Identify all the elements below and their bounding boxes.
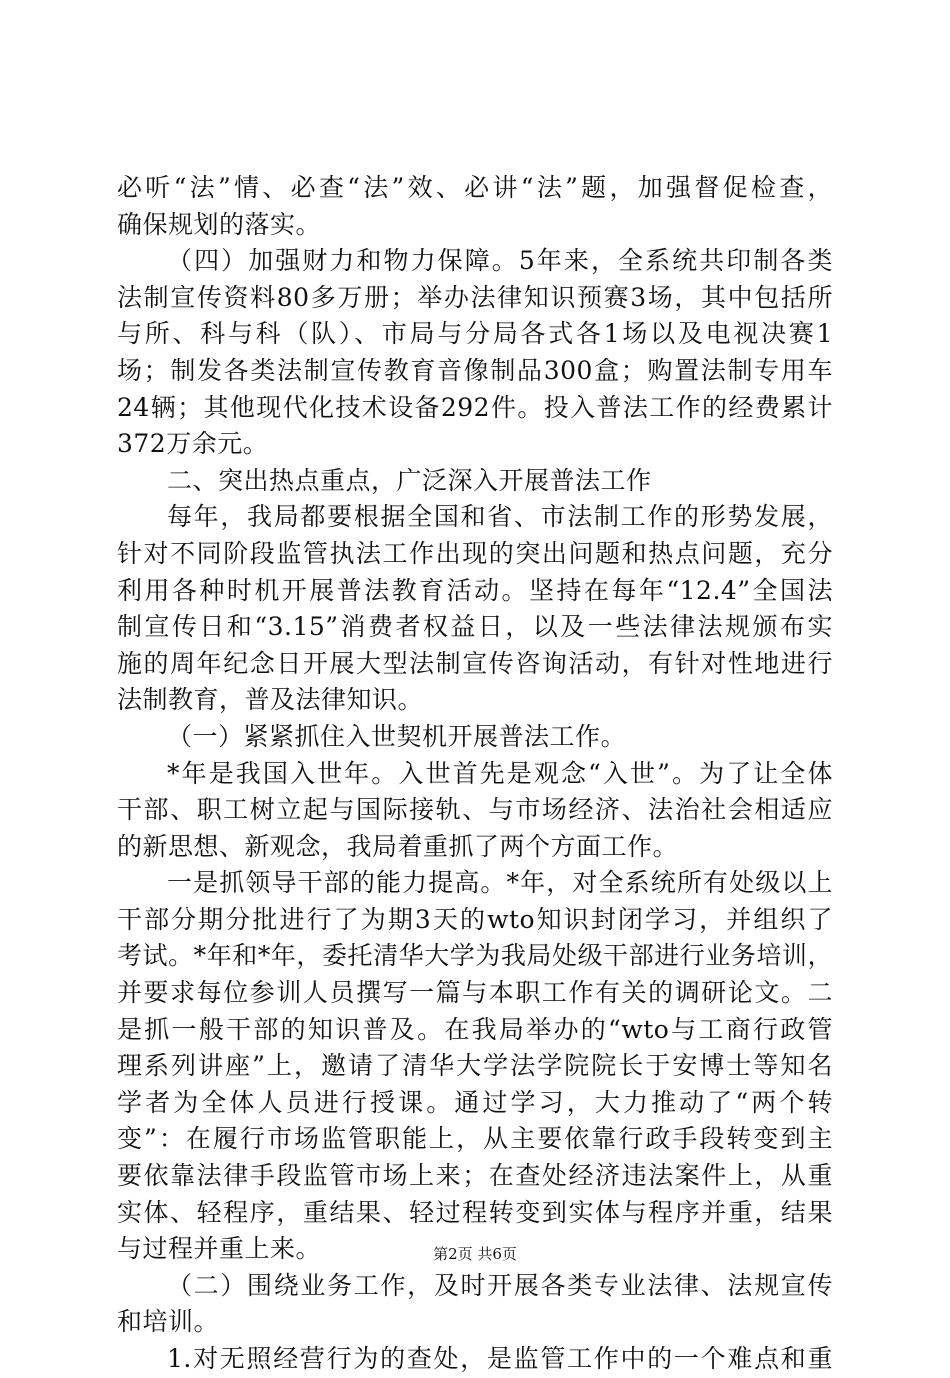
- text-line: *年是我国入世年。入世首先是观念“入世”。为了让全体: [167, 758, 833, 788]
- text-line: 确保规划的落实。: [117, 209, 322, 239]
- text-line: 与所、科与科（队）、市局与分局各式各1场以及电视决赛1: [117, 319, 833, 349]
- text-line: 的新思想、新观念，我局着重抓了两个方面工作。: [117, 831, 679, 861]
- text-line: 实体、轻程序，重结果、轻过程转变到实体与程序并重，结果: [117, 1197, 833, 1227]
- text-line: 考试。*年和*年，委托清华大学为我局处级干部进行业务培训，: [117, 941, 833, 971]
- text-line: 24辆；其他现代化技术设备292件。投入普法工作的经费累计: [117, 392, 833, 422]
- text-line: 干部分期分批进行了为期3天的wto知识封闭学习，并组织了: [117, 904, 833, 934]
- text-line: 一是抓领导干部的能力提高。*年，对全系统所有处级以上: [167, 868, 833, 898]
- page-footer: 第2页 共6页: [433, 1245, 517, 1263]
- text-line: 法制教育，普及法律知识。: [117, 685, 424, 715]
- document-body: [117, 170, 833, 1378]
- text-line: 每年，我局都要根据全国和省、市法制工作的形势发展，: [167, 502, 833, 532]
- text-line: 施的周年纪念日开展大型法制宣传咨询活动，有针对性地进行: [117, 648, 833, 678]
- text-line: 和培训。: [117, 1307, 220, 1337]
- text-line: 理系列讲座”上，邀请了清华大学法学院院长于安博士等知名: [117, 1051, 833, 1081]
- text-line: 法制宣传资料80多万册；举办法律知识预赛3场，其中包括所: [117, 282, 833, 312]
- text-line: （一）紧紧抓住入世契机开展普法工作。: [167, 721, 627, 751]
- text-line: 学者为全体人员进行授课。通过学习，大力推动了“两个转: [117, 1087, 833, 1117]
- text-line: 372万余元。: [117, 429, 269, 459]
- text-line: 二、突出热点重点，广泛深入开展普法工作: [167, 465, 652, 495]
- text-line: 制宣传日和“3.15”消费者权益日，以及一些法律法规颁布实: [117, 612, 833, 642]
- text-line: 干部、职工树立起与国际接轨、与市场经济、法治社会相适应: [117, 795, 833, 825]
- text-line: 与过程并重上来。: [117, 1234, 322, 1264]
- text-line: 利用各种时机开展普法教育活动。坚持在每年“12.4”全国法: [117, 575, 833, 605]
- text-line: 必听“法”情、必查“法”效、必讲“法”题，加强督促检查，: [117, 173, 833, 202]
- text-line: 场；制发各类法制宣传教育音像制品300盒；购置法制专用车: [117, 355, 833, 385]
- text-line: 是抓一般干部的知识普及。在我局举办的“wto与工商行政管: [117, 1014, 833, 1044]
- text-line: 针对不同阶段监管执法工作出现的突出问题和热点问题，充分: [117, 538, 833, 568]
- text-line: （四）加强财力和物力保障。5年来，全系统共印制各类: [167, 246, 833, 276]
- text-line: 1.对无照经营行为的查处，是监管工作中的一个难点和重: [167, 1344, 833, 1373]
- text-line: （二）围绕业务工作，及时开展各类专业法律、法规宣传: [167, 1270, 833, 1300]
- text-line: 要依靠法律手段监管市场上来；在查处经济违法案件上，从重: [117, 1161, 833, 1191]
- text-line: 变”：在履行市场监管职能上，从主要依靠行政手段转变到主: [117, 1124, 833, 1154]
- text-line: 并要求每位参训人员撰写一篇与本职工作有关的调研论文。二: [117, 978, 833, 1008]
